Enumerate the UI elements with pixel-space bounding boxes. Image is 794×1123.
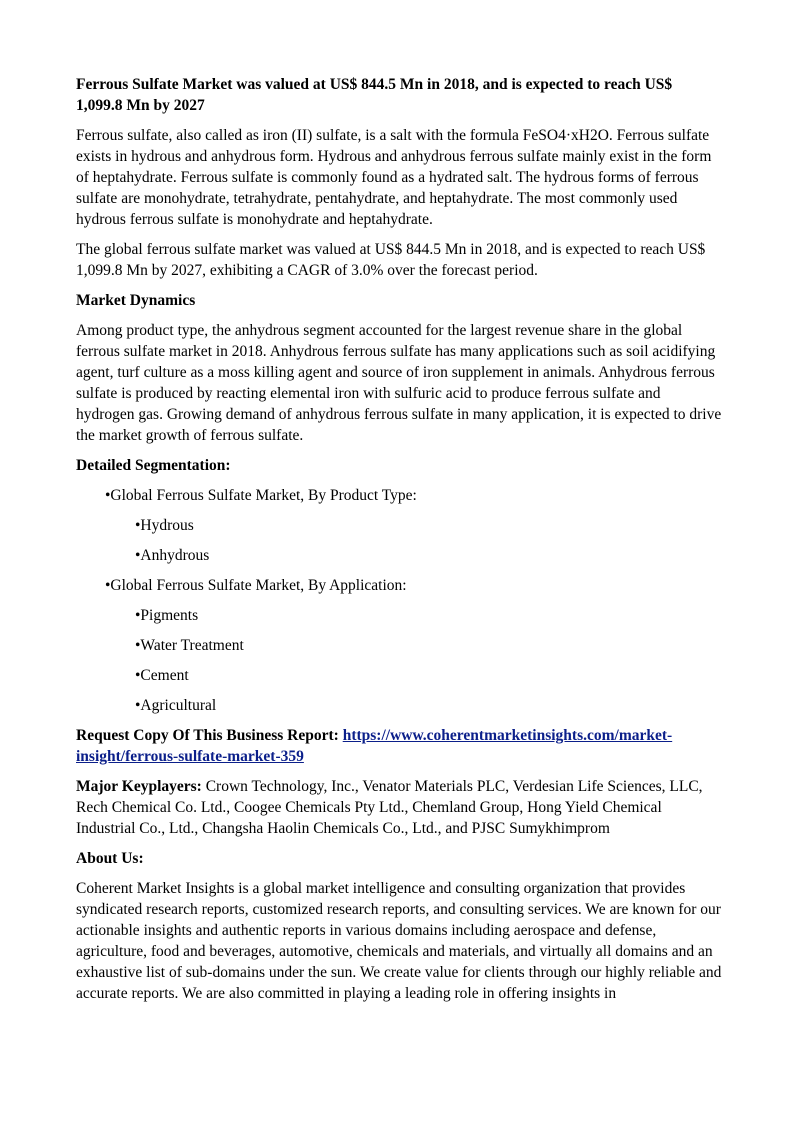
market-dynamics-heading: Market Dynamics xyxy=(76,292,196,309)
segment-item-agricultural: •Agricultural xyxy=(135,697,217,714)
document-title: Ferrous Sulfate Market was valued at US$ 844.5 Mn in 2018, and is expected to reach US$ 1,099.8 Mn by 2027 xyxy=(76,76,673,114)
market-dynamics-paragraph: Among product type, the anhydrous segment accounted for the largest revenue share in the global ferrous sulfate market in 2018. Anhydrous ferrous sulfate has many applications such as soil acidifying agent, turf culture as a moss killing agent and source of iron supplement in animals. Anhydrous ferrous sulfate is produced by reacting elemental iron with sulfuric acid to produce ferrous sulfate and hydrogen gas. Growing demand of anhydrous ferrous sulfate in many application, it is expected to drive the market growth of ferrous sulfate. xyxy=(76,322,722,444)
segment-item-water-treatment: •Water Treatment xyxy=(135,637,244,654)
segmentation-list xyxy=(76,485,722,716)
intro-paragraph: Ferrous sulfate, also called as iron (II) sulfate, is a salt with the formula FeSO4·xH2O. Ferrous sulfate exists in hydrous and anhydrous form. Hydrous and anhydrous ferrous sulfate mainly exist in the form of heptahydrate. Ferrous sulfate is commonly found as a hydrated salt. The hydrous forms of ferrous sulfate are monohydrate, tetrahydrate, pentahydrate, and heptahydrate. The most commonly used hydrous ferrous sulfate is monohydrate and heptahydrate. xyxy=(76,127,712,228)
segment-item-hydrous: •Hydrous xyxy=(135,517,194,534)
about-heading: About Us: xyxy=(76,850,144,867)
segment-group-product-type: •Global Ferrous Sulfate Market, By Product Type: xyxy=(105,487,417,504)
market-value-paragraph: The global ferrous sulfate market was valued at US$ 844.5 Mn in 2018, and is expected to reach US$ 1,099.8 Mn by 2027, exhibiting a CAGR of 3.0% over the forecast period. xyxy=(76,241,706,279)
request-copy-label: Request Copy Of This Business Report: xyxy=(76,727,343,744)
segment-item-anhydrous: •Anhydrous xyxy=(135,547,210,564)
key-players-label: Major Keyplayers: xyxy=(76,778,202,795)
segment-group-application: •Global Ferrous Sulfate Market, By Application: xyxy=(105,577,407,594)
segment-item-cement: •Cement xyxy=(135,667,189,684)
about-paragraph: Coherent Market Insights is a global market intelligence and consulting organization that provides syndicated research reports, customized research reports, and consulting services. We are known for our actionable insights and authentic reports in various domains including aerospace and defense, agriculture, food and beverages, automotive, chemicals and materials, and virtually all domains and an exhaustive list of sub-domains under the sun. We create value for clients through our highly reliable and accurate reports. We are also committed in playing a leading role in offering insights in xyxy=(76,880,722,1002)
segmentation-heading: Detailed Segmentation: xyxy=(76,457,231,474)
report-link[interactable]: https://www.coherentmarketinsights.com/market-insight/ferrous-sulfate-market-359 xyxy=(76,727,673,765)
segment-item-pigments: •Pigments xyxy=(135,607,199,624)
request-copy-paragraph xyxy=(76,725,722,767)
key-players-paragraph xyxy=(76,776,722,839)
key-players-text: Crown Technology, Inc., Venator Materials PLC, Verdesian Life Sciences, LLC, Rech Chemical Co. Ltd., Coogee Chemicals Pty Ltd., Chemland Group, Hong Yield Chemical Industrial Co., Ltd., Changsha Haolin Chemicals Co., Ltd., and PJSC Sumykhimprom xyxy=(76,778,703,837)
document-page xyxy=(76,74,722,1013)
